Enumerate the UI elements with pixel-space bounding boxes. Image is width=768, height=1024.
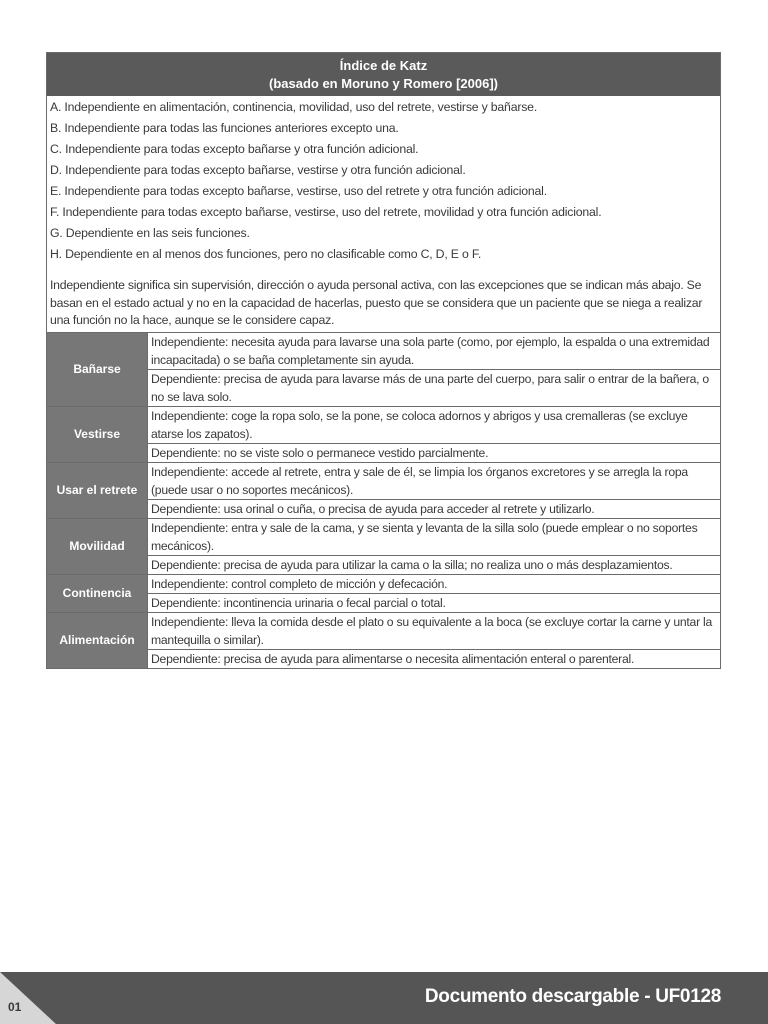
intro-item-b: B. Independiente para todas las funciones anteriores excepto una.	[50, 121, 399, 135]
intro-item-f: F. Independiente para todas excepto bañarse, vestirse, uso del retrete, movilidad y otra función adicional.	[50, 205, 602, 219]
section-banarse	[47, 332, 720, 406]
intro-paragraph: Independiente significa sin supervisión, dirección o ayuda personal activa, con las excepciones que se indican más abajo. Se basan en el estado actual y no en la capacidad de hacerlas, puesto que se considera que un paciente que se niega a realizar una función no la hace, aunque se le considere capaz.	[50, 278, 703, 327]
dependent-cell: Dependiente: precisa de ayuda para utilizar la cama o la silla; no realiza uno o más desplazamientos.	[148, 555, 720, 574]
intro-item-g: G. Dependiente en las seis funciones.	[50, 226, 250, 240]
intro-item-h: H. Dependiente en al menos dos funciones, pero no clasificable como C, D, E o F.	[50, 247, 482, 261]
footer-page-tab	[0, 972, 56, 1024]
table-title-line1: Índice de Katz	[339, 58, 428, 73]
section-label: Movilidad	[47, 519, 148, 574]
intro-spacer	[50, 265, 717, 277]
intro-item-e: E. Independiente para todas excepto bañarse, vestirse, uso del retrete y otra función adicional.	[50, 184, 547, 198]
independent-cell: Independiente: necesita ayuda para lavarse una sola parte (como, por ejemplo, la espalda o una extremidad incapacitada) o se baña completamente sin ayuda.	[151, 334, 710, 367]
section-continencia	[47, 574, 720, 612]
section-usar-retrete	[47, 462, 720, 518]
section-label: Bañarse	[47, 333, 148, 406]
intro-item-c: C. Independiente para todas excepto bañarse y otra función adicional.	[50, 142, 419, 156]
independent-cell: Independiente: accede al retrete, entra y sale de él, se limpia los órganos excretores y se arregla la ropa (puede usar o no soportes mecánicos).	[151, 464, 688, 497]
table-title	[47, 53, 720, 96]
independent-cell: Independiente: lleva la comida desde el plato o su equivalente a la boca (se excluye cortar la carne y untar la mantequilla o similar).	[151, 614, 712, 647]
footer-title: Documento descargable - UF0128	[424, 986, 721, 1007]
intro-block	[47, 96, 720, 332]
dependent-cell: Dependiente: incontinencia urinaria o fecal parcial o total.	[148, 593, 720, 612]
independent-cell: Independiente: coge la ropa solo, se la pone, se coloca adornos y abrigos y usa cremalleras (se excluye atarse los zapatos).	[151, 408, 688, 441]
section-movilidad	[47, 518, 720, 574]
section-vestirse	[47, 406, 720, 462]
independent-cell: Independiente: control completo de micción y defecación.	[151, 576, 448, 591]
dependent-cell: Dependiente: no se viste solo o permanece vestido parcialmente.	[148, 443, 720, 462]
section-label: Continencia	[47, 575, 148, 612]
section-label: Usar el retrete	[47, 463, 148, 518]
page-number: 01	[8, 1000, 22, 1014]
table-title-line2: (basado en Moruno y Romero [2006])	[269, 76, 498, 91]
section-alimentacion	[47, 612, 720, 668]
dependent-cell: Dependiente: precisa de ayuda para lavarse más de una parte del cuerpo, para salir o entrar de la bañera, o no se lava solo.	[148, 369, 720, 406]
dependent-cell: Dependiente: usa orinal o cuña, o precisa de ayuda para acceder al retrete y utilizarlo.	[148, 499, 720, 518]
intro-item-a: A. Independiente en alimentación, continencia, movilidad, uso del retrete, vestirse y bañarse.	[50, 100, 538, 114]
dependent-cell: Dependiente: precisa de ayuda para alimentarse o necesita alimentación enteral o parenteral.	[148, 649, 720, 668]
intro-item-d: D. Independiente para todas excepto bañarse, vestirse y otra función adicional.	[50, 163, 466, 177]
katz-index-table	[46, 52, 721, 669]
section-label: Vestirse	[47, 407, 148, 462]
independent-cell: Independiente: entra y sale de la cama, y se sienta y levanta de la silla solo (puede emplear o no soportes mecánicos).	[151, 520, 698, 553]
section-label: Alimentación	[47, 613, 148, 668]
